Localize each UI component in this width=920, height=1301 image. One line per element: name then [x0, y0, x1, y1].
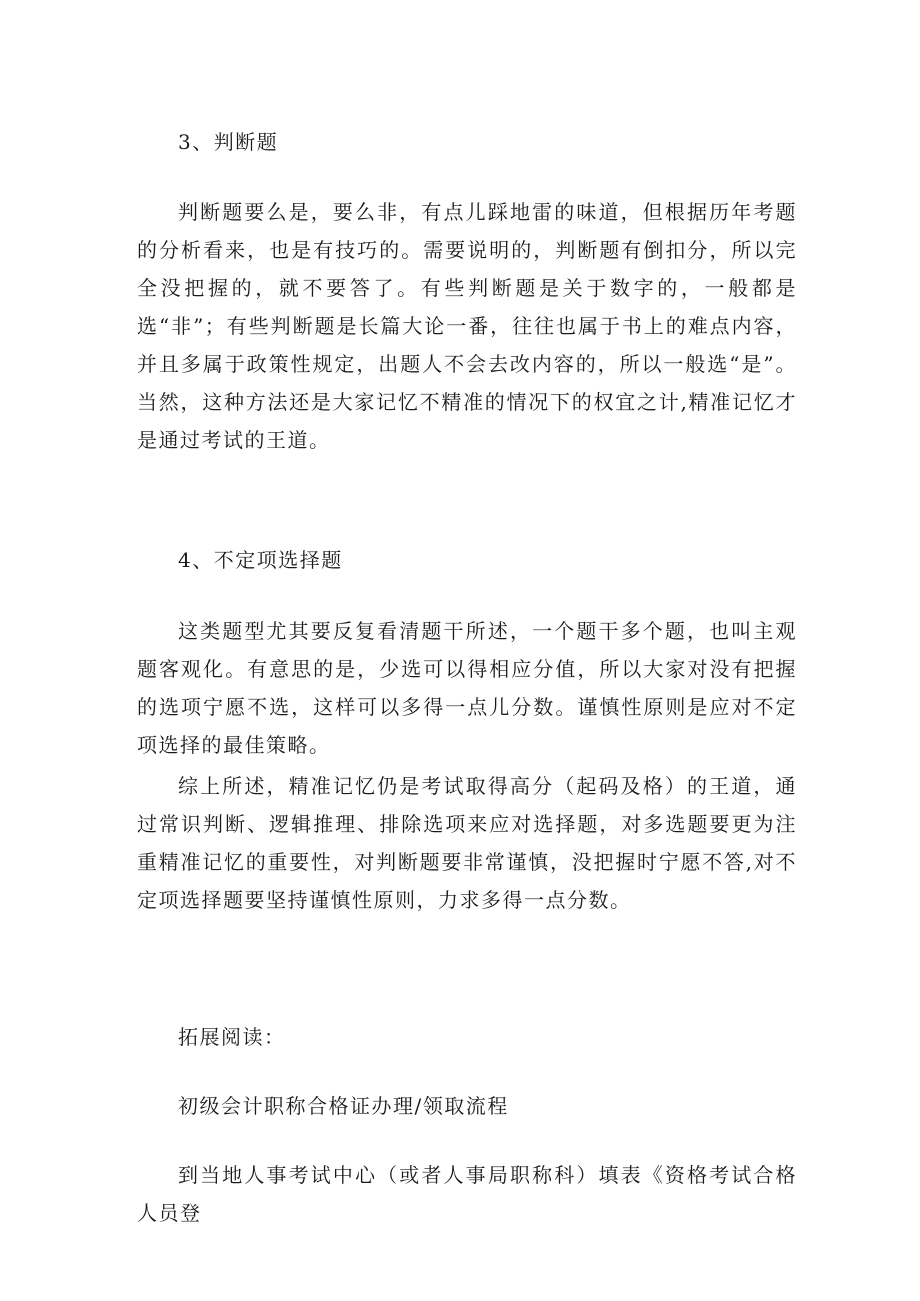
extended-reading-label: 拓展阅读： [178, 1025, 286, 1049]
certificate-heading: 初级会计职称合格证办理/领取流程 [178, 1094, 509, 1118]
section-3-paragraph: 判断题要么是，要么非，有点儿踩地雷的味道，但根据历年考题的分析看来，也是有技巧的。需要说明的，判断题有倒扣分，所以完全没把握的，就不要答了。有些判断题是关于数字的，一般都是选“非”；有些判断题是长篇大论一番，往往也属于书上的难点内容，并且多属于政策性规定，出题人不会去改内容的，所以一般选“是”。当然，这种方法还是大家记忆不精准的情况下的权宜之计,精准记忆才是通过考试的王道。 [137, 200, 797, 452]
summary-paragraph: 综上所述，精准记忆仍是考试取得高分（起码及格）的王道，通过常识判断、逻辑推理、排除选项来应对选择题，对多选题要更为注重精准记忆的重要性，对判断题要非常谨慎，没把握时宁愿不答,对不定项选择题要坚持谨慎性原则，力求多得一点分数。 [137, 774, 797, 912]
section-3-heading: 3、判断题 [178, 130, 279, 154]
section-4-heading: 4、不定项选择题 [178, 548, 343, 572]
certificate-paragraph: 到当地人事考试中心（或者人事局职称科）填表《资格考试合格人员登 [137, 1163, 797, 1225]
section-4-paragraph: 这类题型尤其要反复看清题干所述，一个题干多个题，也叫主观题客观化。有意思的是，少选可以得相应分值，所以大家对没有把握的选项宁愿不选，这样可以多得一点儿分数。谨慎性原则是应对不定项选择的最佳策略。 [137, 619, 797, 757]
